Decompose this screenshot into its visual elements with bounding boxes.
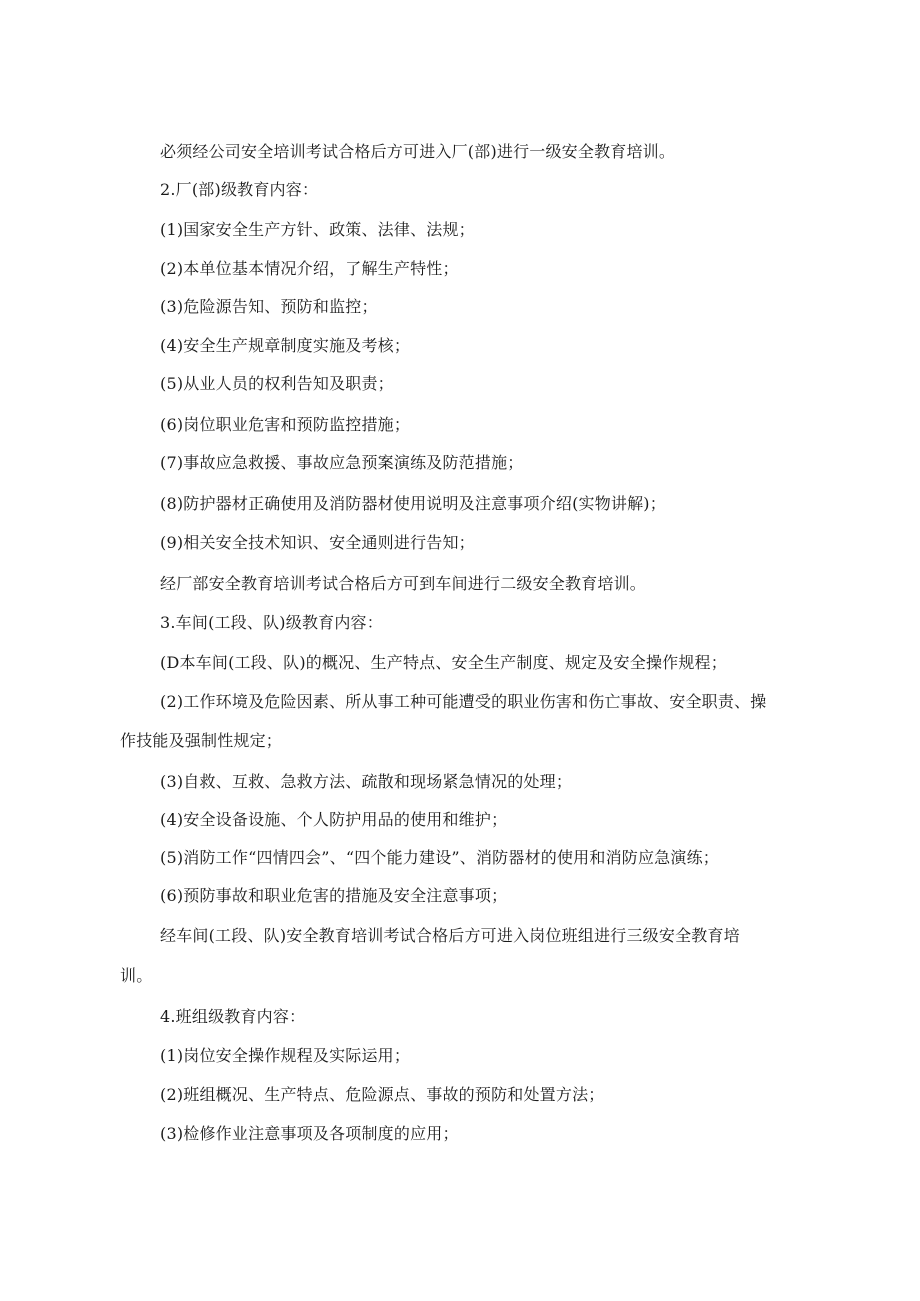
list-item: (1)国家安全生产方针、政策、法律、法规；: [160, 220, 475, 239]
list-item: (2)班组概况、生产特点、危险源点、事故的预防和处置方法；: [160, 1085, 605, 1104]
paragraph-line: 经车间(工段、队)安全教育培训考试合格后方可进入岗位班组进行三级安全教育培: [160, 926, 740, 945]
list-item: (1)岗位安全操作规程及实际运用；: [160, 1046, 411, 1065]
list-item: (3)危险源告知、预防和监控；: [160, 297, 378, 316]
list-item: (4)安全设备设施、个人防护用品的使用和维护；: [160, 810, 508, 829]
list-item: (7)事故应急救援、事故应急预案演练及防范措施；: [160, 453, 524, 472]
list-item: (3)自救、互救、急救方法、疏散和现场紧急情况的处理；: [160, 772, 573, 791]
list-item-continuation: 作技能及强制性规定；: [120, 731, 283, 750]
paragraph-continuation: 训。: [120, 966, 153, 985]
paragraph-line: 必须经公司安全培训考试合格后方可进入厂(部)进行一级安全教育培训。: [160, 142, 676, 161]
section-heading: 3.车间(工段、队)级教育内容：: [160, 613, 383, 632]
list-item: (4)安全生产规章制度实施及考核；: [160, 336, 411, 355]
list-item: (2)工作环境及危险因素、所从事工种可能遭受的职业伤害和伤亡事故、安全职责、操: [160, 692, 767, 711]
list-item: (2)本单位基本情况介绍，了解生产特性；: [160, 259, 459, 278]
list-item: (8)防护器材正确使用及消防器材使用说明及注意事项介绍(实物讲解)；: [160, 494, 666, 513]
list-item: (D本车间(工段、队)的概况、生产特点、安全生产制度、规定及安全操作规程；: [160, 653, 727, 672]
paragraph-line: 经厂部安全教育培训考试合格后方可到车间进行二级安全教育培训。: [160, 574, 647, 593]
section-heading: 4.班组级教育内容：: [160, 1007, 306, 1026]
list-item: (6)预防事故和职业危害的措施及安全注意事项；: [160, 886, 508, 905]
list-item: (3)检修作业注意事项及各项制度的应用；: [160, 1124, 459, 1143]
section-heading: 2.厂(部)级教育内容：: [160, 180, 319, 199]
list-item: (5)从业人员的权利告知及职责；: [160, 374, 394, 393]
list-item: (6)岗位职业危害和预防监控措施；: [160, 415, 411, 434]
list-item: (9)相关安全技术知识、安全通则进行告知；: [160, 533, 475, 552]
list-item: (5)消防工作“四情四会”、“四个能力建设”、消防器材的使用和消防应急演练；: [160, 848, 719, 867]
